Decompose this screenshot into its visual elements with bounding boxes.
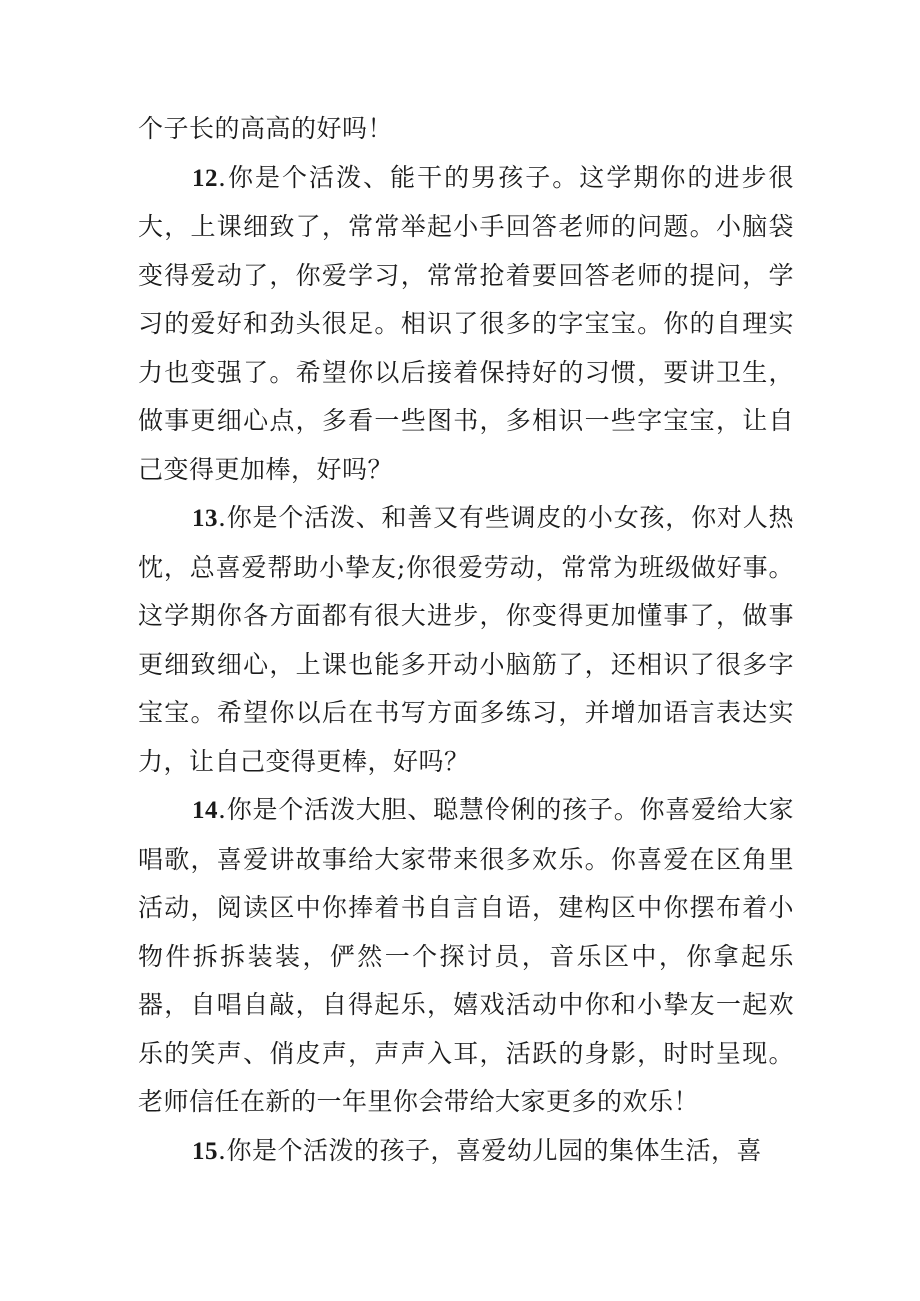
document-body [138, 105, 794, 1176]
comment-entry-13 [138, 494, 794, 786]
comment-entry-14 [138, 786, 794, 1127]
continuation-paragraph: 个子长的高高的好吗！ [138, 114, 394, 143]
entry-number: 13 [192, 505, 218, 532]
entry-number: 12 [192, 164, 218, 192]
entry-number: 15 [192, 1137, 218, 1165]
entry-text: .你是个活泼、和善又有些调皮的小女孩，你对人热忱，总喜爱帮助小挚友;你很爱劳动，常常为班级做好事。这学期你各方面都有很大进步，你变得更加懂事了，做事更细致细心，上课也能多开动小脑筋了，还相识了很多字宝宝。希望你以后在书写方面多练习，并增加语言表达实力，让自己变得更棒，好吗？ [138, 503, 794, 776]
comment-entry-12 [138, 154, 794, 495]
entry-text: .你是个活泼的孩子，喜爱幼儿园的集体生活，喜 [218, 1135, 762, 1165]
comment-entry-15 [138, 1127, 794, 1177]
entry-text: .你是个活泼大胆、聪慧伶俐的孩子。你喜爱给大家唱歌，喜爱讲故事给大家带来很多欢乐。你喜爱在区角里活动，阅读区中你捧着书自言自语，建构区中你摆布着小物件拆拆装装，俨然一个探讨员，音乐区中，你拿起乐器，自唱自敲，自得起乐，嬉戏活动中你和小挚友一起欢乐的笑声、俏皮声，声声入耳，活跃的身影，时时呈现。老师信任在新的一年里你会带给大家更多的欢乐！ [138, 795, 794, 1116]
entry-number: 14 [192, 797, 218, 824]
entry-text: .你是个活泼、能干的男孩子。这学期你的进步很大，上课细致了，常常举起小手回答老师的问题。小脑袋变得爱动了，你爱学习，常常抢着要回答老师的提问，学习的爱好和劲头很足。相识了很多的字宝宝。你的自理实力也变强了。希望你以后接着保持好的习惯，要讲卫生，做事更细心点，多看一些图书，多相识一些字宝宝，让自己变得更加棒，好吗？ [138, 162, 794, 484]
